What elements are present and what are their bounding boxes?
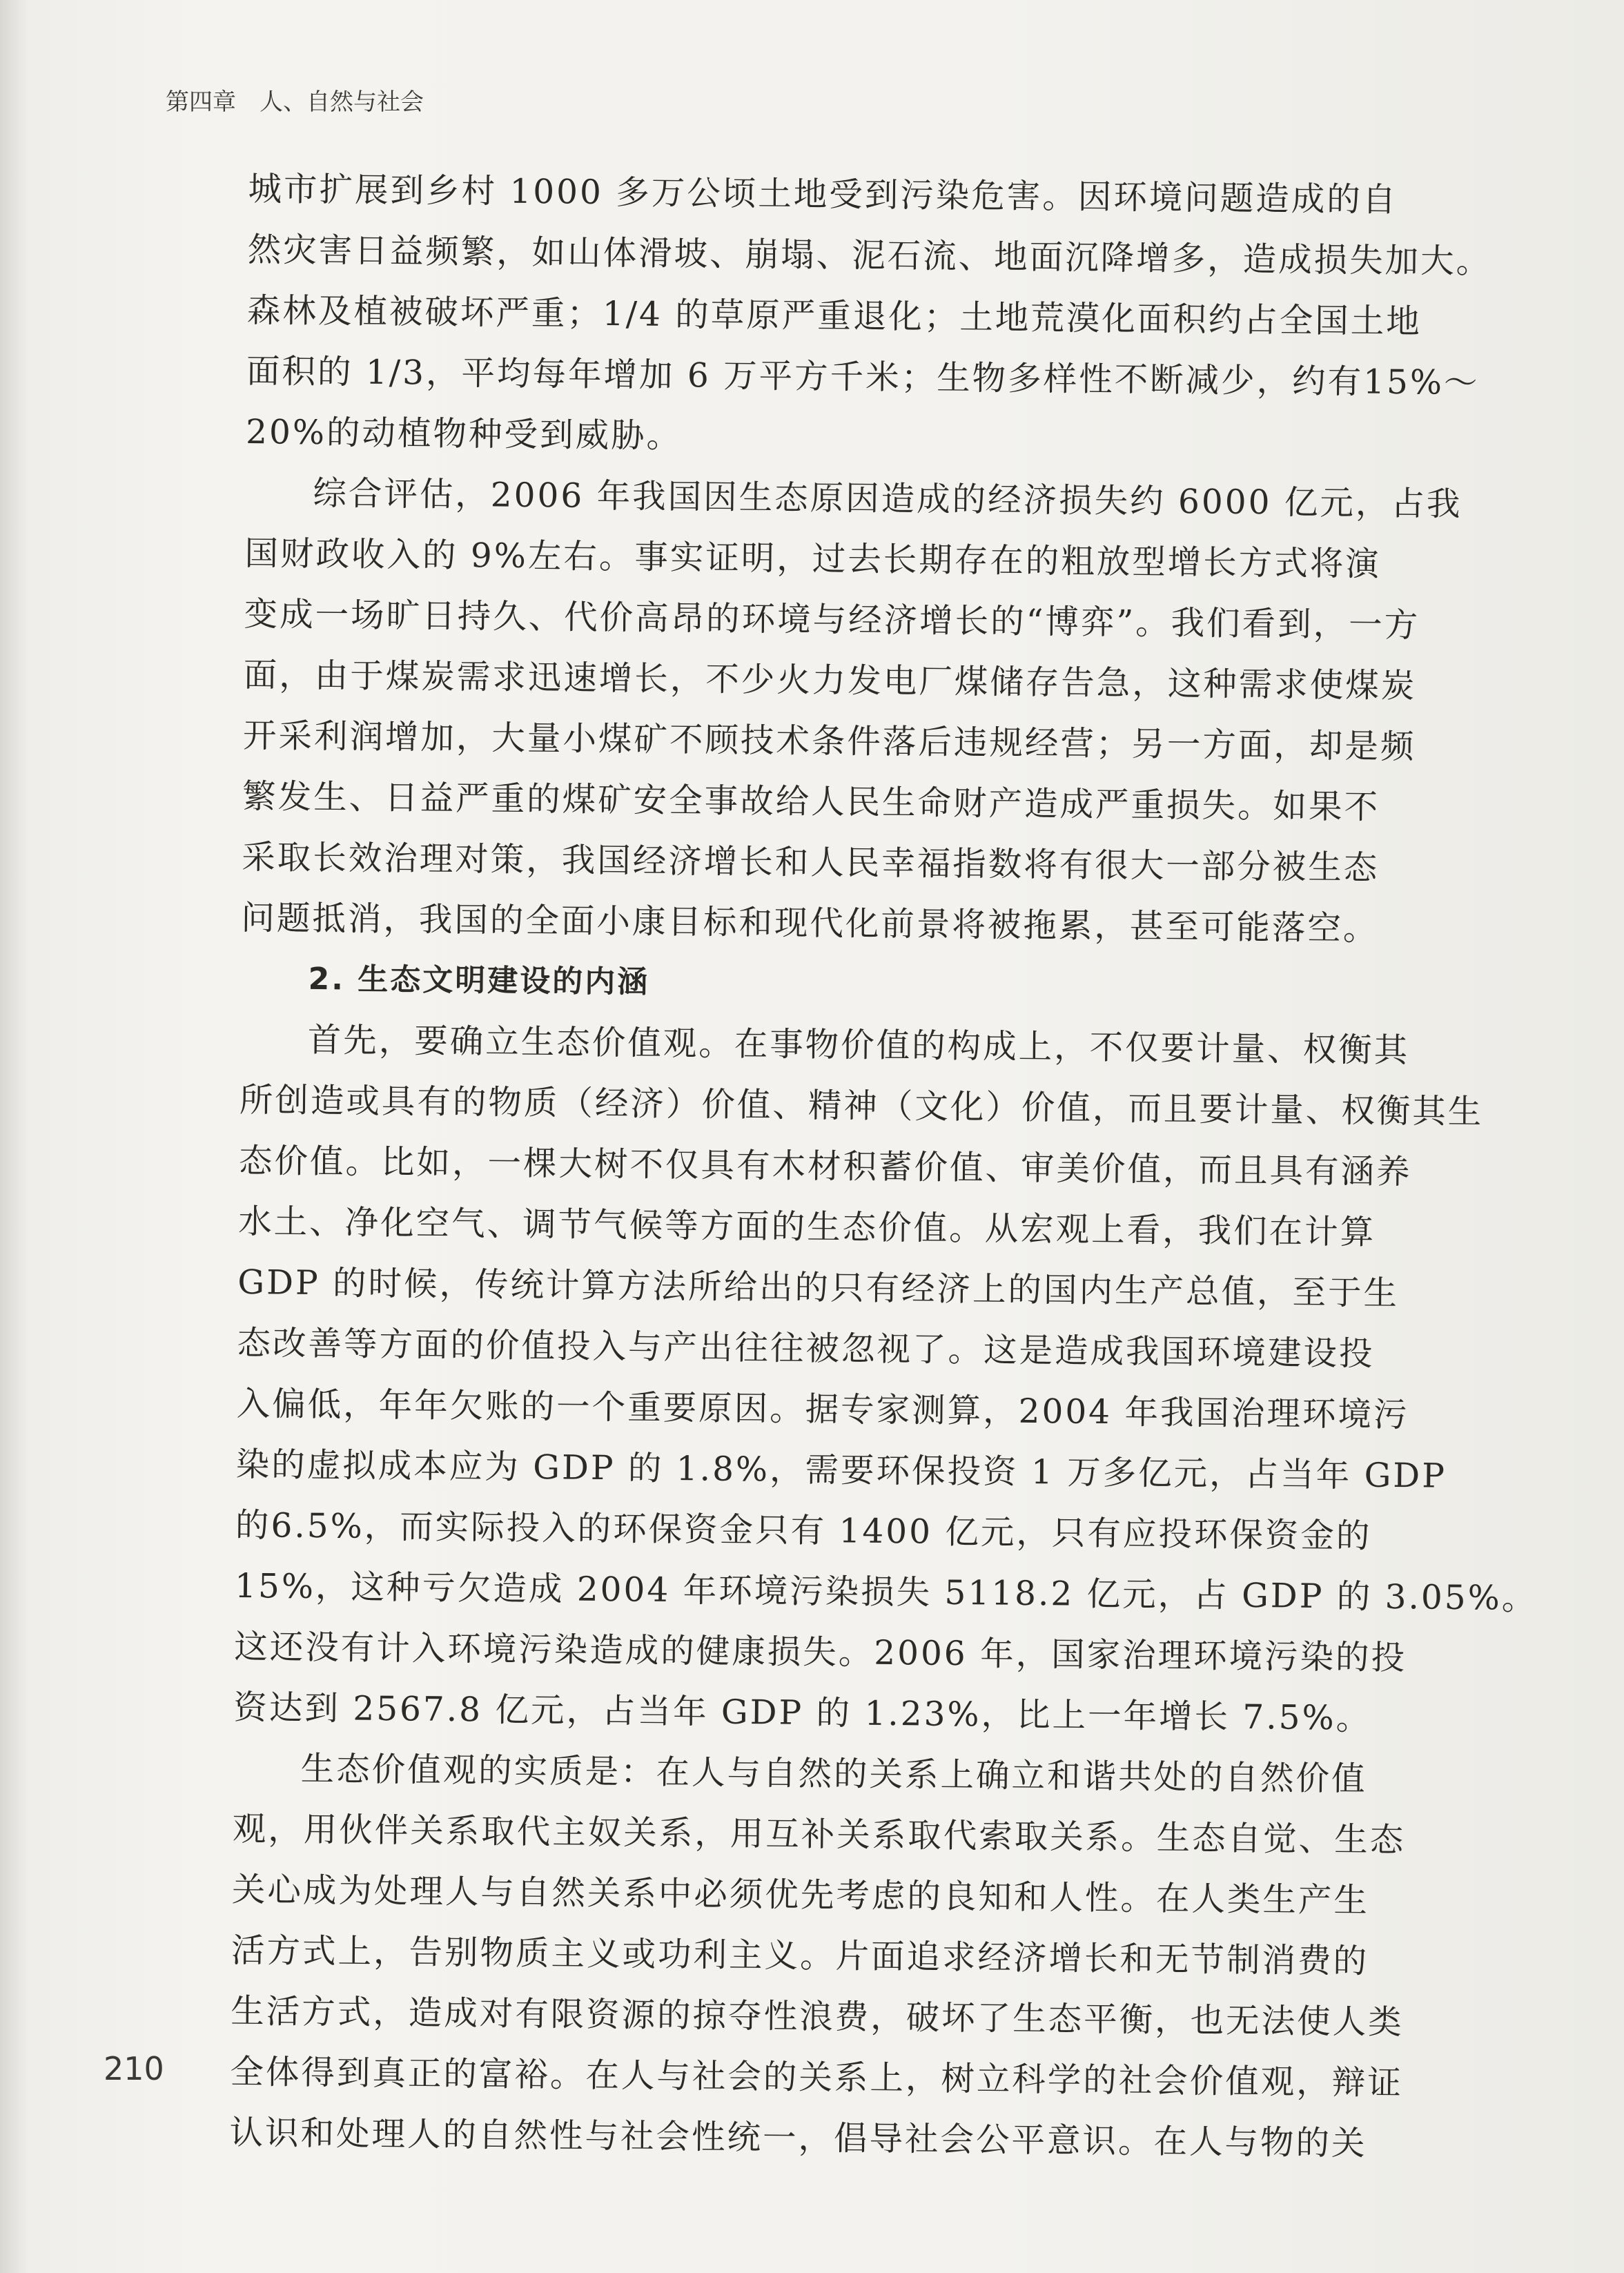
text-line: 面积的 1/3，平均每年增加 6 万平方千米；生物多样性不断减少，约有15%～ (246, 351, 1480, 403)
section-heading: 2. 生态文明建设的内涵 (308, 961, 650, 1000)
text-line: 面，由于煤炭需求迅速增长，不少火力发电厂煤储存告急，这种需求使煤炭 (243, 655, 1417, 706)
text-line: 资达到 2567.8 亿元，占当年 GDP 的 1.23%，比上一年增长 7.5%。 (233, 1688, 1372, 1738)
text-line: 问题抵消，我国的全面小康目标和现代化前景将被拖累，甚至可能落空。 (241, 898, 1379, 948)
text-line: 综合评估，2006 年我国因生态原因造成的经济损失约 6000 亿元，占我 (313, 474, 1462, 524)
running-head: 第四章 人、自然与社会 (166, 88, 424, 116)
text-line: 态价值。比如，一棵大树不仅具有木材积蓄价值、审美价值，而且具有涵养 (238, 1141, 1412, 1192)
text-line: 国财政收入的 9%左右。事实证明，过去长期存在的粗放型增长方式将演 (244, 534, 1382, 584)
text-line: 水土、净化空气、调节气候等方面的生态价值。从宏观上看，我们在计算 (237, 1202, 1376, 1252)
text-line: 入偏低，年年欠账的一个重要原因。据专家测算，2004 年我国治理环境污 (236, 1384, 1409, 1435)
text-line: 的6.5%，而实际投入的环保资金只有 1400 亿元，只有应投环保资金的 (235, 1505, 1372, 1556)
text-line: 生活方式，造成对有限资源的掠夺性浪费，破坏了生态平衡，也无法使人类 (230, 1991, 1404, 2042)
text-line: 态改善等方面的价值投入与产出往往被忽视了。这是造成我国环境建设投 (237, 1323, 1375, 1374)
text-line: 15%，这种亏欠造成 2004 年环境污染损失 5118.2 亿元，占 GDP 的 3.05%。 (234, 1566, 1538, 1619)
text-line: 生态价值观的实质是：在人与自然的关系上确立和谐共处的自然价值 (300, 1749, 1367, 1799)
text-line: 全体得到真正的富裕。在人与社会的关系上，树立科学的社会价值观，辩证 (230, 2052, 1404, 2103)
text-line: 认识和处理人的自然性与社会性统一，倡导社会公平意识。在人与物的关 (229, 2113, 1367, 2163)
text-line: 变成一场旷日持久、代价高昂的环境与经济增长的“博弈”。我们看到，一方 (244, 594, 1420, 645)
text-line: 采取长效治理对策，我国经济增长和人民幸福指数将有很大一部分被生态 (242, 837, 1380, 888)
text-line: GDP 的时候，传统计算方法所给出的只有经济上的国内生产总值，至于生 (237, 1262, 1400, 1314)
text-line: 然灾害日益频繁，如山体滑坡、崩塌、泥石流、地面沉降增多，造成损失加大。 (247, 230, 1492, 282)
text-line: 活方式上，告别物质主义或功利主义。片面追求经济增长和无节制消费的 (231, 1931, 1369, 1981)
gutter-shadow (0, 0, 28, 2273)
text-line: 观，用伙伴关系取代主奴关系，用互补关系取代索取关系。生态自觉、生态 (232, 1809, 1406, 1860)
body-text (229, 159, 1538, 2176)
text-line: 繁发生、日益严重的煤矿安全事故给人民生命财产造成严重损失。如果不 (242, 777, 1380, 827)
text-line: 关心成为处理人与自然关系中必须优先考虑的良知和人性。在人类生产生 (231, 1870, 1370, 1920)
text-line: 染的虚拟成本应为 GDP 的 1.8%，需要环保投资 1 万多亿元，占当年 GDP (235, 1445, 1447, 1496)
text-line: 所创造或具有的物质（经济）价值、精神（文化）价值，而且要计量、权衡其生 (239, 1080, 1484, 1132)
text-line: 城市扩展到乡村 1000 多万公顷土地受到污染危害。因环境问题造成的自 (248, 169, 1398, 220)
text-line: 森林及植被破坏严重；1/4 的草原严重退化；土地荒漠化面积约占全国土地 (246, 291, 1422, 342)
text-line: 开采利润增加，大量小煤矿不顾技术条件落后违规经营；另一方面，却是频 (242, 716, 1416, 767)
text-line: 首先，要确立生态价值观。在事物价值的构成上，不仅要计量、权衡其 (307, 1020, 1410, 1071)
page-number: 210 (104, 2050, 164, 2087)
text-line: 这还没有计入环境污染造成的健康损失。2006 年，国家治理环境污染的投 (234, 1627, 1407, 1678)
text-line: 20%的动植物种受到威胁。 (245, 412, 683, 456)
